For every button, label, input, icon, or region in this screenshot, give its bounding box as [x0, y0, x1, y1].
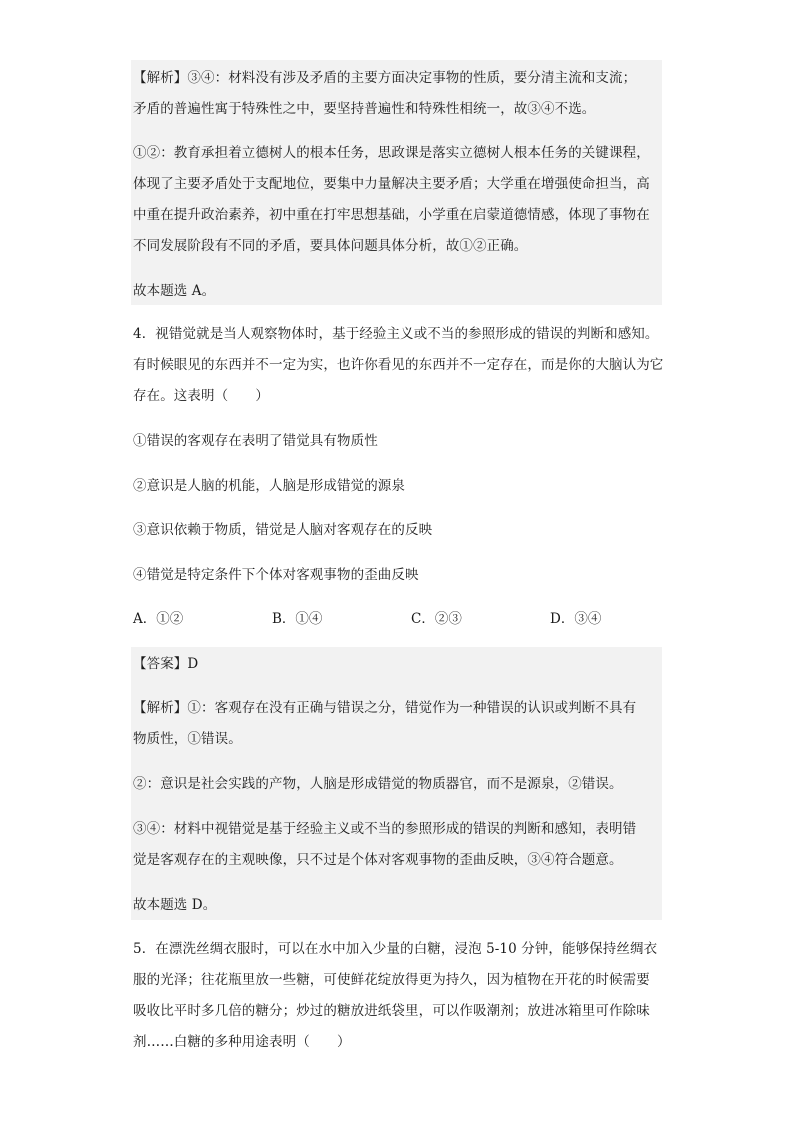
q5-stem-line: 5．在漂洗丝绸衣服时，可以在水中加入少量的白糖，浸泡 5-10 分钟，能够保持丝绸衣: [133, 941, 658, 957]
q3-analysis-line: 不同发展阶段有不同的矛盾，要具体问题具体分析，故①②正确。: [133, 238, 528, 254]
q3-analysis-line: 矛盾的普遍性寓于特殊性之中，要坚持普遍性和特殊性相统一，故③④不选。: [133, 101, 596, 117]
q4-analysis-line: 觉是客观存在的主观映像，只不过是个体对客观事物的歪曲反映，③④符合题意。: [133, 852, 623, 868]
q4-statement-3: ③意识依赖于物质，错觉是人脑对客观存在的反映: [133, 522, 433, 538]
q5-stem-line: 剂……白糖的多种用途表明（ ）: [133, 1034, 351, 1050]
q4-option-b: B．①④: [272, 611, 323, 627]
q4-analysis-line: 物质性，①错误。: [133, 731, 242, 747]
q4-option-a: A．①②: [133, 611, 184, 627]
q4-stem-line: 存在。这表明（ ）: [133, 388, 269, 404]
q4-option-d: D．③④: [550, 611, 602, 627]
q3-analysis-line: ①②：教育承担着立德树人的根本任务，思政课是落实立德树人根本任务的关键课程，: [133, 145, 650, 161]
q3-analysis-line: 体现了主要矛盾处于支配地位，要集中力量解决主要矛盾；大学重在增强使命担当，高: [133, 176, 650, 192]
q4-option-c: C．②③: [411, 611, 462, 627]
q3-analysis-line: 中重在提升政治素养，初中重在打牢思想基础，小学重在启蒙道德情感，体现了事物在: [133, 207, 650, 223]
q4-stem-line: 有时候眼见的东西并不一定为实，也许你看见的东西并不一定存在，而是你的大脑认为它: [133, 357, 664, 373]
q5-stem-line: 服的光泽；往花瓶里放一些糖，可使鲜花绽放得更为持久，因为植物在开花的时候需要: [133, 972, 650, 988]
q5-stem-line: 吸收比平时多几倍的糖分；炒过的糖放进纸袋里，可以作吸潮剂；放进冰箱里可作除味: [133, 1003, 650, 1019]
q4-analysis-line: ③④：材料中视错觉是基于经验主义或不当的参照形成的错误的判断和感知，表明错: [133, 821, 637, 837]
q3-conclusion: 故本题选 A。: [133, 283, 216, 299]
q4-answer: 【答案】D: [133, 656, 199, 672]
q4-statement-1: ①错误的客观存在表明了错觉具有物质性: [133, 433, 378, 449]
q4-statement-2: ②意识是人脑的机能，人脑是形成错觉的源泉: [133, 478, 405, 494]
q4-statement-4: ④错觉是特定条件下个体对客观事物的歪曲反映: [133, 567, 419, 583]
q4-stem-line: 4．视错觉就是当人观察物体时，基于经验主义或不当的参照形成的错误的判断和感知。: [133, 326, 659, 342]
q4-conclusion: 故本题选 D。: [133, 897, 217, 913]
q4-analysis-line: 【解析】①：客观存在没有正确与错误之分，错觉作为一种错误的认识或判断不具有: [133, 700, 637, 716]
q3-analysis-line: 【解析】③④：材料没有涉及矛盾的主要方面决定事物的性质，要分清主流和支流；: [133, 70, 637, 86]
q4-analysis-line: ②：意识是社会实践的产物，人脑是形成错觉的物质器官，而不是源泉，②错误。: [133, 776, 623, 792]
